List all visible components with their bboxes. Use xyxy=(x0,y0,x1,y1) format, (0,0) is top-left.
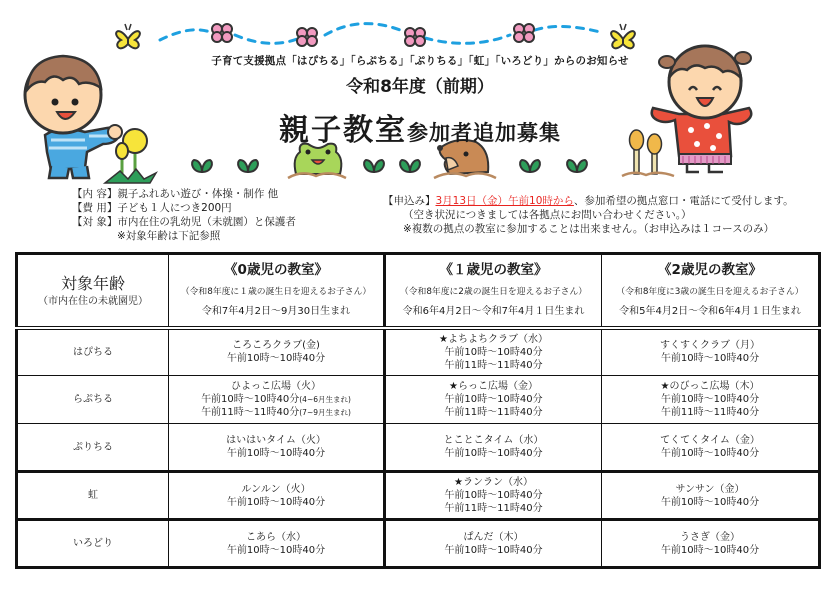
class-cell: すくすくクラブ（月） 午前10時～10時40分 xyxy=(602,328,820,376)
column-header-age0: 《0歳児の教室》 （令和8年度に１歳の誕生日を迎えるお子さん） 令和7年4月2日～9月30日生まれ xyxy=(169,254,385,328)
class-cell: はいはいタイム（火） 午前10時～10時40分 xyxy=(169,424,385,472)
butterfly-icon xyxy=(608,22,638,56)
target-age-header: 対象年齢 （市内在住の未就園児） xyxy=(17,254,169,328)
class-cell: うさぎ（金） 午前10時～10時40分 xyxy=(602,520,820,568)
table-header-row xyxy=(17,254,820,328)
notice-subtitle: 子育て支援拠点「はぴちる」「らぷちる」「ぷりちる」「虹」「いろどり」からのお知らせ xyxy=(211,55,629,67)
table-row xyxy=(17,520,820,568)
table-row xyxy=(17,472,820,520)
table-row xyxy=(17,376,820,424)
sprout-icon xyxy=(236,158,260,174)
table-row xyxy=(17,328,820,376)
pink-flower-icon xyxy=(512,22,536,44)
pink-flower-icon xyxy=(295,26,319,48)
pink-flower-icon xyxy=(403,26,427,48)
apply-line: 【申込み】3月13日（金）午前10時から、参加希望の拠点窓口・電話にて受付します。 xyxy=(383,195,794,207)
title-main: 親子教室 xyxy=(279,113,407,148)
class-cell: ぱんだ（木） 午前10時～10時40分 xyxy=(385,520,602,568)
target-note: ※対象年齢は下記参照 xyxy=(117,230,221,242)
sprout-icon xyxy=(362,158,386,174)
table-row xyxy=(17,424,820,472)
application-details xyxy=(383,194,794,236)
sprout-icon xyxy=(398,158,422,174)
class-schedule-table xyxy=(15,252,821,569)
column-header-age2: 《2歳児の教室》 （令和8年度に3歳の誕生日を迎えるお子さん） 令和5年4月2日～令和6年4月１日生まれ xyxy=(602,254,820,328)
fiscal-year-heading: 令和8年度（前期） xyxy=(346,77,494,97)
class-cell: ころころクラブ(金) 午前10時～10時40分 xyxy=(169,328,385,376)
event-details xyxy=(72,187,296,243)
class-cell: ルンルン（火） 午前10時～10時40分 xyxy=(169,472,385,520)
apply-date-highlight: 3月13日（金）午前10時から xyxy=(435,195,574,207)
site-name: はぴちる xyxy=(17,328,169,376)
site-name: らぷちる xyxy=(17,376,169,424)
column-header-age1: 《１歳児の教室》 （令和8年度に2歳の誕生日を迎えるお子さん） 令和6年4月2日～令和7年4月１日生まれ xyxy=(385,254,602,328)
sprout-icon xyxy=(190,158,214,174)
apply-note-availability: （空き状況につきましては各拠点にお問い合わせください。） xyxy=(403,209,692,221)
class-cell: ひよっこ広場（火） 午前10時～10時40分(4~6月生まれ) 午前11時～11時40分(7~9月生まれ) xyxy=(169,376,385,424)
class-cell: ★ランラン（水） 午前10時～10時40分 午前11時～11時40分 xyxy=(385,472,602,520)
fee-line: 【費 用】子ども１人につき200円 xyxy=(72,202,232,214)
class-cell: ★よちよちクラブ（水） 午前10時～10時40分 午前11時～11時40分 xyxy=(385,328,602,376)
class-cell: サンサン（金） 午前10時～10時40分 xyxy=(602,472,820,520)
content-line: 【内 容】親子ふれあい遊び・体操・制作 他 xyxy=(72,188,279,200)
pink-flower-icon xyxy=(210,22,234,44)
site-name: いろどり xyxy=(17,520,169,568)
class-cell: こあら（水） 午前10時～10時40分 xyxy=(169,520,385,568)
sprout-icon xyxy=(518,158,542,174)
class-cell: ★らっこ広場（金） 午前10時～10時40分 午前11時～11時40分 xyxy=(385,376,602,424)
title-sub: 参加者追加募集 xyxy=(407,121,561,145)
target-line: 【対 象】市内在住の乳幼児（未就園）と保護者 xyxy=(72,216,296,228)
sprout-icon xyxy=(565,158,589,174)
page-title xyxy=(0,105,840,149)
class-cell: とことこタイム（水） 午前10時～10時40分 xyxy=(385,424,602,472)
site-name: 虹 xyxy=(17,472,169,520)
site-name: ぷりちる xyxy=(17,424,169,472)
class-cell: ★のびっこ広場（木） 午前10時～10時40分 午前11時～11時40分 xyxy=(602,376,820,424)
class-cell: てくてくタイム（金） 午前10時～10時40分 xyxy=(602,424,820,472)
apply-note-one-course: ※複数の拠点の教室に参加することは出来ません。（お申込みは１コースのみ） xyxy=(403,223,775,235)
